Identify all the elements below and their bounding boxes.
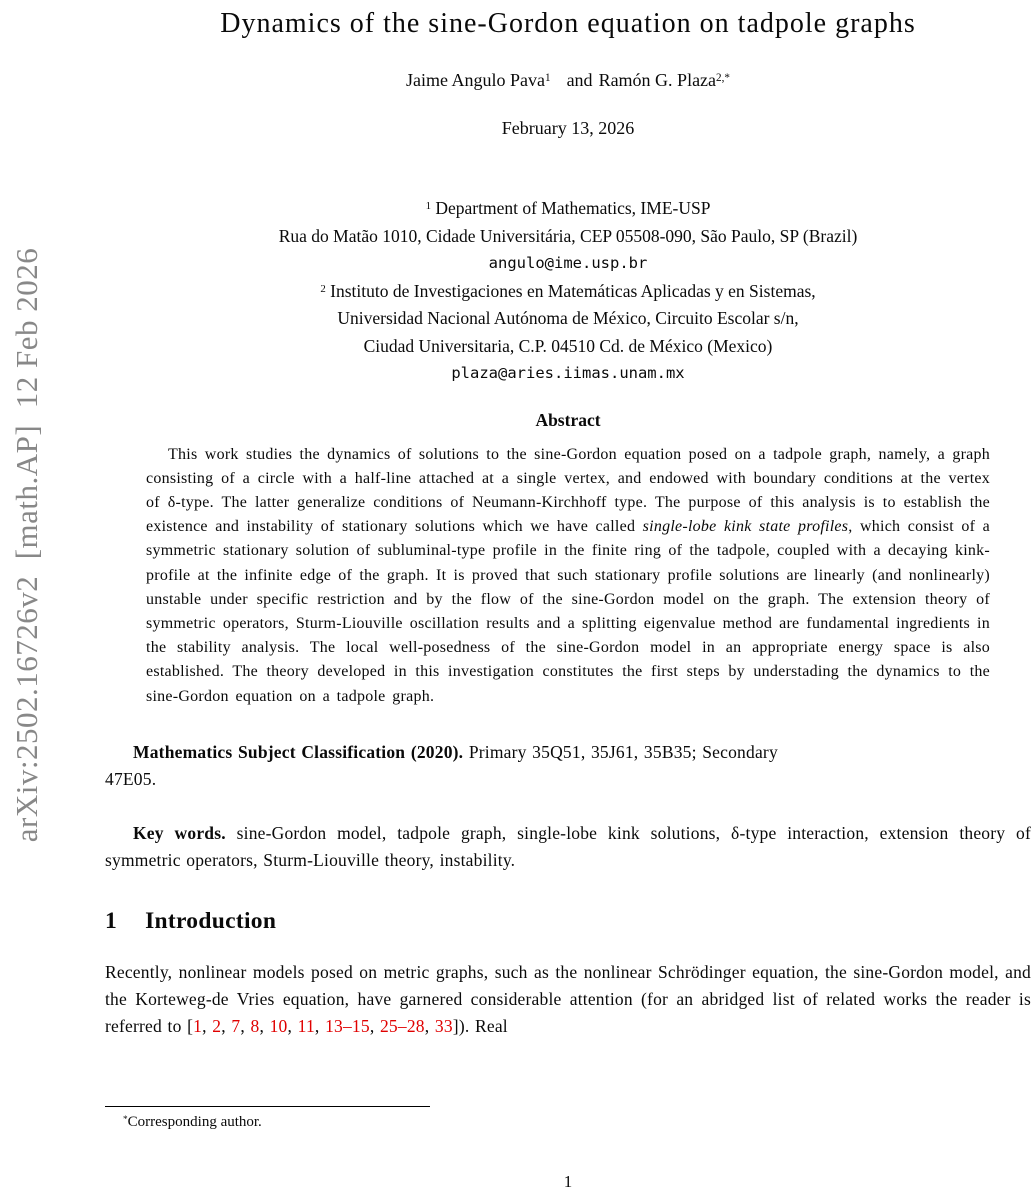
citation-link[interactable]: 2 — [212, 1015, 222, 1036]
author-1-email: angulo@ime.usp.br — [488, 254, 648, 272]
section-1-heading — [105, 908, 1031, 935]
intro-text-2: ]). Real — [452, 1015, 508, 1036]
abstract-body — [146, 443, 990, 709]
citation-link[interactable]: 13–15 — [325, 1015, 370, 1036]
citation-link[interactable]: 10 — [269, 1015, 288, 1036]
author-2-email: plaza@aries.iimas.unam.mx — [451, 364, 685, 382]
footnote-block — [105, 1106, 1031, 1131]
affiliation-1-address: Rua do Matão 1010, Cidade Universitária, CEP 05508-090, São Paulo, SP (Brazil) — [278, 225, 858, 246]
msc-codes-line2: 47E05. — [105, 768, 157, 789]
msc-label: Mathematics Subject Classification (2020). — [133, 741, 464, 762]
page-number: 1 — [563, 1172, 573, 1191]
authors-separator: and — [566, 70, 593, 90]
footnote-text-line — [105, 1114, 1031, 1131]
citation-link[interactable]: 8 — [250, 1015, 260, 1036]
keywords-label: Key words. — [133, 822, 226, 843]
citation-link[interactable]: 33 — [434, 1015, 453, 1036]
paper-body — [105, 0, 1031, 1040]
authors-line — [105, 70, 1031, 91]
citation-list: 1, 2, 7, 8, 10, 11, 13–15, 25–28, 33 — [193, 1015, 453, 1036]
affiliation-1-mark: 1 — [425, 200, 431, 213]
msc-paragraph — [105, 739, 1031, 793]
citation-link[interactable]: 7 — [231, 1015, 241, 1036]
arxiv-watermark: arXiv:2502.16726v2 [math.AP] 12 Feb 2026 — [9, 247, 44, 843]
keywords-list: sine-Gordon model, tadpole graph, single-lobe kink solutions, δ-type interaction, extension theory of symmetric operators, Sturm-Liouville theory, instability. — [105, 822, 1032, 870]
affiliation-2-institute: Instituto de Investigaciones en Matemáticas Aplicadas y en Sistemas, — [330, 280, 816, 301]
affiliations-block — [105, 195, 1031, 388]
author-1: Jaime Angulo Pava — [406, 70, 545, 90]
footnote-marker: * — [123, 1114, 128, 1125]
intro-text-1: Recently, nonlinear models posed on metric graphs, such as the nonlinear Schrödinger equation, the sine-Gordon model, and the Korteweg-de Vries equation, have garnered considerable attention (for an abridged list of related works the reader is referred to [ — [105, 961, 1031, 1036]
affiliation-2-address: Ciudad Universitaria, C.P. 04510 Cd. de México (Mexico) — [363, 335, 773, 356]
section-1-number: 1 — [105, 907, 118, 934]
affiliation-2-university: Universidad Nacional Autónoma de México, Circuito Escolar s/n, — [337, 308, 799, 328]
keywords-paragraph — [105, 820, 1031, 874]
abstract-text-2: , which consist of a symmetric stationary solution of subluminal-type profile in the finite ring of the tadpole, coupled with a decaying kink-profile at the infinite edge of the graph. It is proved that such stationary profile solutions are linearly (and nonlinearly) unstable under specific restriction and by the flow of the sine-Gordon model on the graph. The extension theory of symmetric operators, Sturm-Liouville oscillation results and a splitting eigenvalue method are fundamental ingredients in the stability analysis. The local well-posedness of the sine-Gordon model in an appropriate energy space is also established. The theory developed in this investigation constitutes the first steps by understading the dynamics to the sine-Gordon equation on a tadpole graph. — [146, 518, 990, 705]
msc-codes-line1: Primary 35Q51, 35J61, 35B35; Secondary — [468, 741, 778, 762]
author-2: Ramón G. Plaza — [598, 70, 717, 90]
citation-link[interactable]: 1 — [193, 1015, 203, 1036]
abstract-text-1: This work studies the dynamics of solutions to the sine-Gordon equation posed on a tadpole graph, namely, a graph consisting of a circle with a half-line attached at a single vertex, and endowed with boundary conditions at the vertex of δ-type. The latter generalize conditions of Neumann-Kirchhoff type. The purpose of this analysis is to establish the existence and instability of stationary solutions which we have called — [146, 445, 990, 536]
introduction-paragraph — [105, 959, 1031, 1040]
paper-date: February 13, 2026 — [501, 118, 635, 138]
affiliation-2-mark: 2 — [320, 282, 326, 295]
author-2-affiliation-mark: 2,* — [716, 71, 730, 84]
affiliation-2-name — [105, 278, 1031, 306]
abstract-italic-term: single-lobe kink state profiles — [642, 518, 849, 536]
citation-link[interactable]: 11 — [297, 1015, 315, 1036]
affiliation-1-name — [105, 195, 1031, 223]
citation-link[interactable]: 25–28 — [379, 1015, 425, 1036]
section-1-title: Introduction — [145, 907, 277, 934]
footnote-text: Corresponding author. — [127, 1114, 262, 1130]
affiliation-1-dept: Department of Mathematics, IME-USP — [435, 198, 711, 218]
abstract-heading: Abstract — [535, 409, 601, 430]
author-1-affiliation-mark: 1 — [544, 71, 551, 84]
footnote-rule — [105, 1106, 430, 1107]
paper-title: Dynamics of the sine-Gordon equation on tadpole graphs — [220, 8, 916, 39]
